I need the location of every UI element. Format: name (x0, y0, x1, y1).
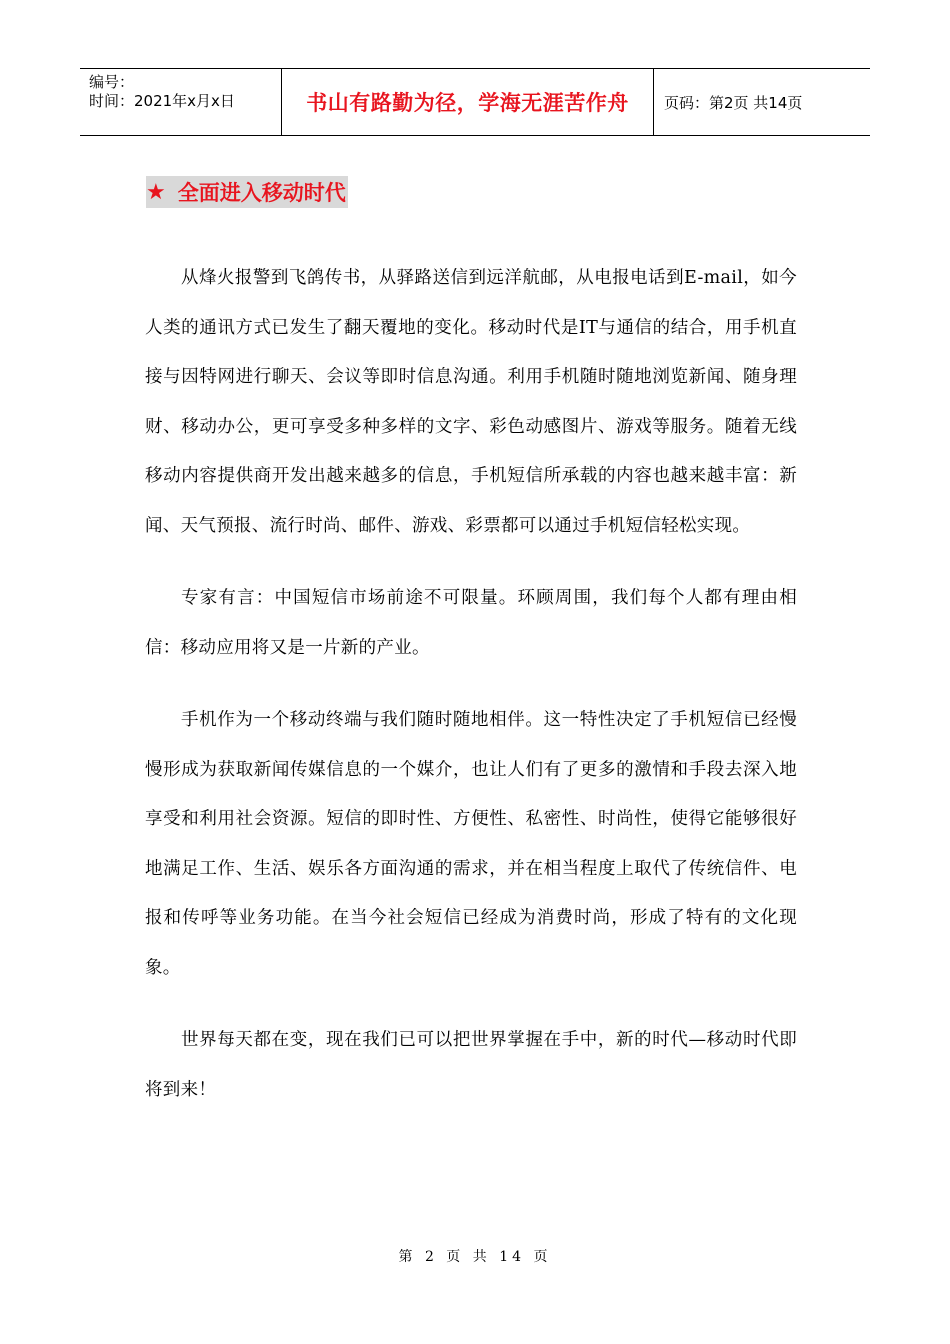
star-icon: ★ (146, 179, 166, 205)
date-label: 时间：2021年x月x日 (89, 92, 235, 110)
paragraph-4: 世界每天都在变，现在我们已可以把世界掌握在手中，新的时代—移动时代即将到来！ (145, 1030, 797, 1100)
number-label: 编号： (89, 73, 135, 91)
paragraph-2: 专家有言：中国短信市场前途不可限量。环顾周围，我们每个人都有理由相信：移动应用将又是一片新的产业。 (145, 588, 797, 658)
paragraph-1: 从烽火报警到飞鸽传书，从驿路送信到远洋航邮，从电报电话到E-mail，如今人类的通讯方式已发生了翻天覆地的变化。移动时代是IT与通信的结合，用手机直接与因特网进行聊天、会议等即时信息沟通。利用手机随时随地浏览新闻、随身理财、移动办公，更可享受多种多样的文字、彩色动感图片、游戏等服务。随着无线移动内容提供商开发出越来越多的信息，手机短信所承载的内容也越来越丰富：新闻、天气预报、流行时尚、邮件、游戏、彩票都可以通过手机短信轻松实现。 (145, 268, 797, 536)
page-footer: 第 2 页 共 14 页 (398, 1249, 552, 1265)
section-title: 全面进入移动时代 (177, 181, 346, 205)
header-motto: 书山有路勤为径，学海无涯苦作舟 (282, 69, 654, 135)
header-page-number: 页码：第2页 共14页 (664, 93, 803, 112)
article-body (145, 254, 797, 1138)
page-header (80, 68, 870, 136)
section-heading (146, 176, 348, 208)
header-meta (80, 69, 282, 135)
paragraph-3: 手机作为一个移动终端与我们随时随地相伴。这一特性决定了手机短信已经慢慢形成为获取新闻传媒信息的一个媒介，也让人们有了更多的激情和手段去深入地享受和利用社会资源。短信的即时性、方便性、私密性、时尚性，使得它能够很好地满足工作、生活、娱乐各方面沟通的需求，并在相当程度上取代了传统信件、电报和传呼等业务功能。在当今社会短信已经成为消费时尚，形成了特有的文化现象。 (145, 710, 797, 978)
